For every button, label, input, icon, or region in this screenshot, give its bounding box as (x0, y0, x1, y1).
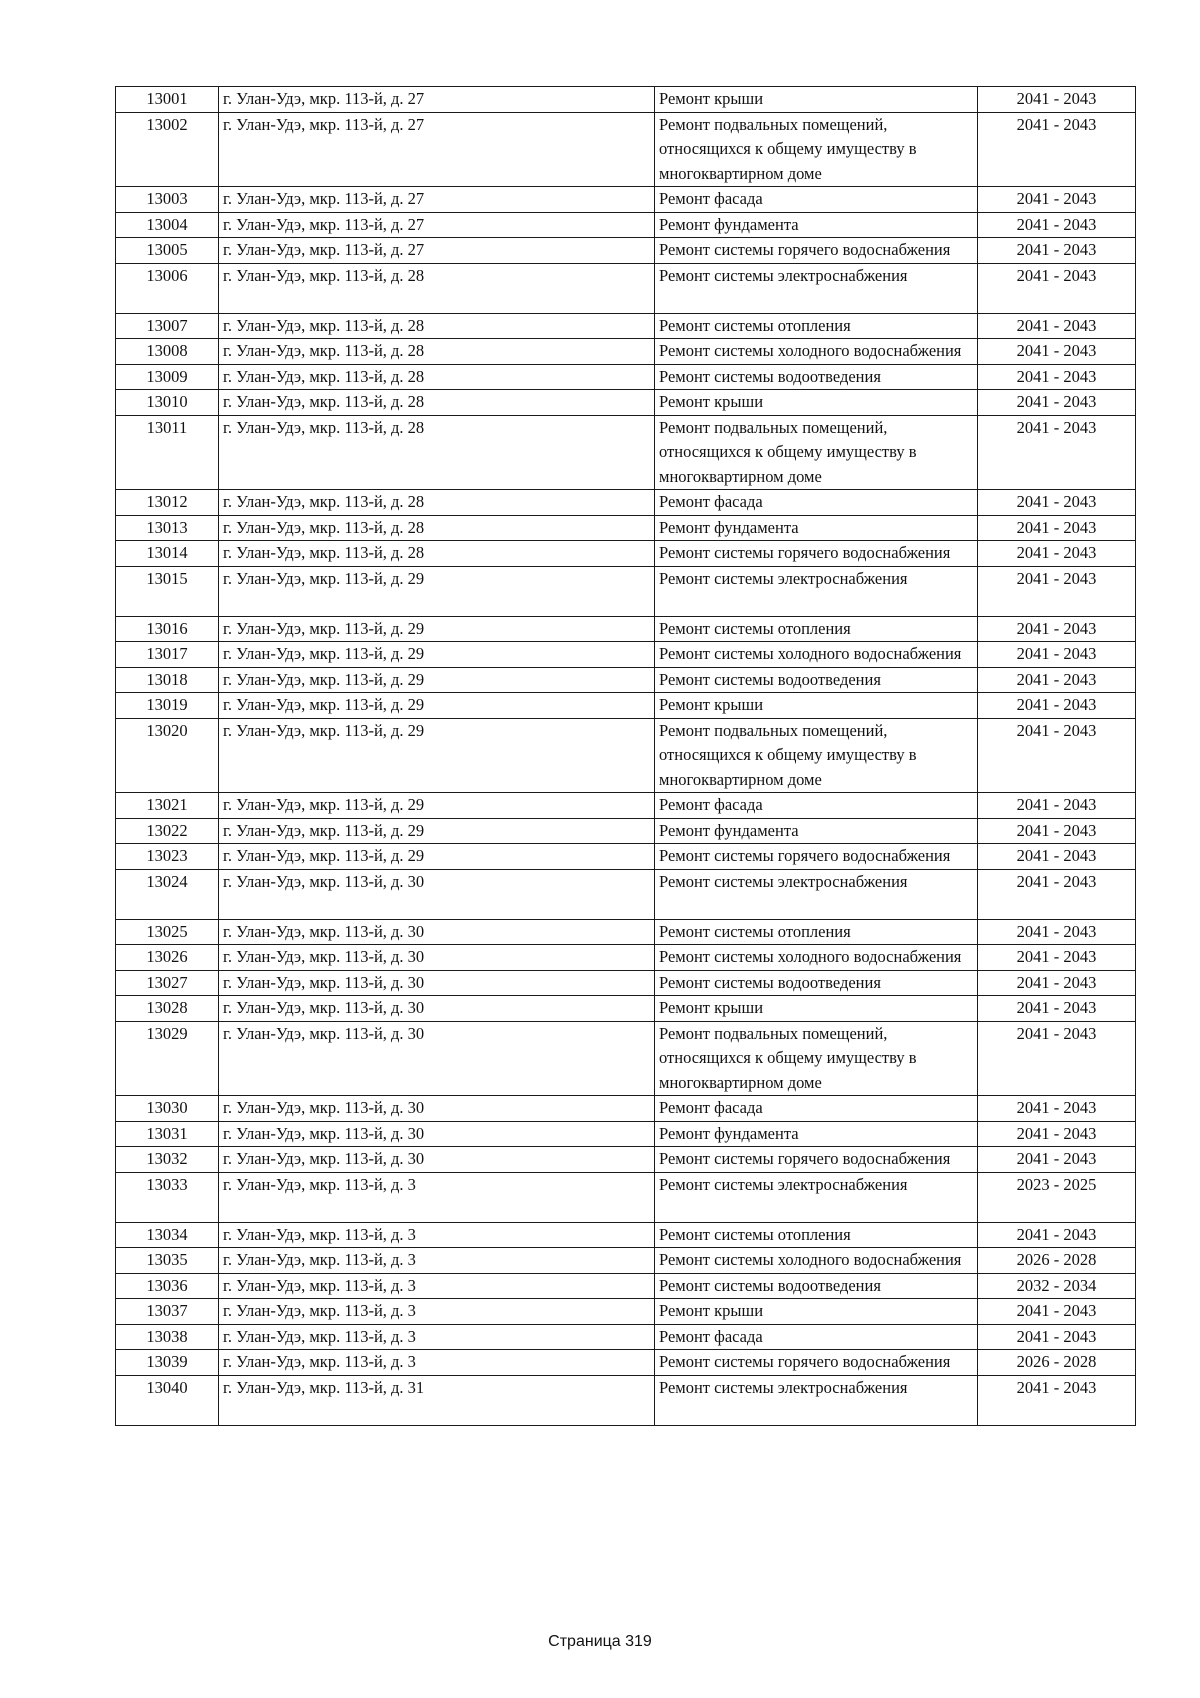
cell-number: 13028 (116, 996, 219, 1022)
table-row (116, 1147, 1136, 1173)
cell-period: 2041 - 2043 (978, 667, 1136, 693)
table-row (116, 187, 1136, 213)
cell-work-type: Ремонт фасада (655, 490, 978, 516)
cell-work-type: Ремонт подвальных помещений, относящихся к общему имуществу в многоквартирном доме (655, 415, 978, 490)
cell-address: г. Улан-Удэ, мкр. 113-й, д. 3 (219, 1350, 655, 1376)
cell-work-type: Ремонт крыши (655, 390, 978, 416)
cell-work-type: Ремонт системы холодного водоснабжения (655, 945, 978, 971)
cell-number: 13033 (116, 1172, 219, 1222)
cell-work-type: Ремонт системы водоотведения (655, 1273, 978, 1299)
cell-address: г. Улан-Удэ, мкр. 113-й, д. 30 (219, 970, 655, 996)
table-row (116, 1021, 1136, 1096)
cell-period: 2032 - 2034 (978, 1273, 1136, 1299)
table-row (116, 1248, 1136, 1274)
cell-number: 13013 (116, 515, 219, 541)
cell-number: 13023 (116, 844, 219, 870)
table-row (116, 996, 1136, 1022)
cell-number: 13014 (116, 541, 219, 567)
cell-period: 2041 - 2043 (978, 642, 1136, 668)
cell-number: 13032 (116, 1147, 219, 1173)
cell-address: г. Улан-Удэ, мкр. 113-й, д. 28 (219, 339, 655, 365)
cell-number: 13037 (116, 1299, 219, 1325)
cell-number: 13024 (116, 869, 219, 919)
cell-address: г. Улан-Удэ, мкр. 113-й, д. 27 (219, 112, 655, 187)
cell-number: 13002 (116, 112, 219, 187)
cell-address: г. Улан-Удэ, мкр. 113-й, д. 28 (219, 415, 655, 490)
cell-address: г. Улан-Удэ, мкр. 113-й, д. 28 (219, 313, 655, 339)
table-row (116, 844, 1136, 870)
cell-period: 2041 - 2043 (978, 616, 1136, 642)
table-row (116, 1222, 1136, 1248)
cell-period: 2041 - 2043 (978, 718, 1136, 793)
cell-number: 13020 (116, 718, 219, 793)
table-row (116, 490, 1136, 516)
table-row (116, 1375, 1136, 1425)
table-row (116, 212, 1136, 238)
cell-number: 13017 (116, 642, 219, 668)
cell-number: 13029 (116, 1021, 219, 1096)
table-row (116, 390, 1136, 416)
cell-number: 13035 (116, 1248, 219, 1274)
cell-period: 2041 - 2043 (978, 1375, 1136, 1425)
cell-period: 2041 - 2043 (978, 390, 1136, 416)
cell-work-type: Ремонт системы отопления (655, 616, 978, 642)
cell-address: г. Улан-Удэ, мкр. 113-й, д. 3 (219, 1299, 655, 1325)
repair-schedule-table (115, 86, 1136, 1426)
cell-address: г. Улан-Удэ, мкр. 113-й, д. 28 (219, 515, 655, 541)
cell-period: 2026 - 2028 (978, 1248, 1136, 1274)
cell-number: 13008 (116, 339, 219, 365)
cell-period: 2041 - 2043 (978, 238, 1136, 264)
table-row (116, 415, 1136, 490)
cell-period: 2041 - 2043 (978, 693, 1136, 719)
cell-work-type: Ремонт крыши (655, 693, 978, 719)
cell-address: г. Улан-Удэ, мкр. 113-й, д. 29 (219, 616, 655, 642)
table-row (116, 541, 1136, 567)
cell-address: г. Улан-Удэ, мкр. 113-й, д. 3 (219, 1273, 655, 1299)
cell-work-type: Ремонт системы электроснабжения (655, 1172, 978, 1222)
cell-number: 13022 (116, 818, 219, 844)
cell-number: 13019 (116, 693, 219, 719)
cell-address: г. Улан-Удэ, мкр. 113-й, д. 3 (219, 1172, 655, 1222)
cell-address: г. Улан-Удэ, мкр. 113-й, д. 30 (219, 869, 655, 919)
cell-period: 2023 - 2025 (978, 1172, 1136, 1222)
table-row (116, 1172, 1136, 1222)
cell-address: г. Улан-Удэ, мкр. 113-й, д. 27 (219, 238, 655, 264)
cell-period: 2041 - 2043 (978, 112, 1136, 187)
table-row (116, 263, 1136, 313)
cell-period: 2041 - 2043 (978, 212, 1136, 238)
cell-work-type: Ремонт фасада (655, 187, 978, 213)
cell-work-type: Ремонт системы холодного водоснабжения (655, 642, 978, 668)
cell-address: г. Улан-Удэ, мкр. 113-й, д. 27 (219, 187, 655, 213)
cell-number: 13010 (116, 390, 219, 416)
table-row (116, 1273, 1136, 1299)
cell-period: 2041 - 2043 (978, 415, 1136, 490)
cell-number: 13016 (116, 616, 219, 642)
cell-work-type: Ремонт системы отопления (655, 919, 978, 945)
cell-period: 2041 - 2043 (978, 844, 1136, 870)
cell-address: г. Улан-Удэ, мкр. 113-й, д. 3 (219, 1248, 655, 1274)
cell-period: 2041 - 2043 (978, 1324, 1136, 1350)
cell-work-type: Ремонт системы горячего водоснабжения (655, 1350, 978, 1376)
table-row (116, 339, 1136, 365)
table-row (116, 566, 1136, 616)
table-row (116, 869, 1136, 919)
cell-number: 13021 (116, 793, 219, 819)
table-row (116, 364, 1136, 390)
cell-work-type: Ремонт крыши (655, 1299, 978, 1325)
cell-number: 13038 (116, 1324, 219, 1350)
cell-address: г. Улан-Удэ, мкр. 113-й, д. 30 (219, 945, 655, 971)
cell-number: 13026 (116, 945, 219, 971)
cell-work-type: Ремонт фундамента (655, 818, 978, 844)
cell-number: 13031 (116, 1121, 219, 1147)
cell-work-type: Ремонт системы отопления (655, 313, 978, 339)
cell-work-type: Ремонт системы холодного водоснабжения (655, 339, 978, 365)
cell-number: 13025 (116, 919, 219, 945)
cell-address: г. Улан-Удэ, мкр. 113-й, д. 3 (219, 1222, 655, 1248)
cell-work-type: Ремонт фасада (655, 1324, 978, 1350)
table-row (116, 1350, 1136, 1376)
cell-number: 13036 (116, 1273, 219, 1299)
table-row (116, 818, 1136, 844)
table-row (116, 945, 1136, 971)
cell-period: 2041 - 2043 (978, 996, 1136, 1022)
page-number: Страница 319 (548, 1633, 652, 1650)
cell-address: г. Улан-Удэ, мкр. 113-й, д. 29 (219, 566, 655, 616)
cell-work-type: Ремонт системы электроснабжения (655, 263, 978, 313)
cell-period: 2041 - 2043 (978, 364, 1136, 390)
cell-address: г. Улан-Удэ, мкр. 113-й, д. 27 (219, 212, 655, 238)
cell-period: 2041 - 2043 (978, 1299, 1136, 1325)
cell-number: 13001 (116, 87, 219, 113)
table-row (116, 1096, 1136, 1122)
cell-number: 13007 (116, 313, 219, 339)
cell-period: 2041 - 2043 (978, 313, 1136, 339)
cell-work-type: Ремонт подвальных помещений, относящихся к общему имуществу в многоквартирном доме (655, 718, 978, 793)
cell-address: г. Улан-Удэ, мкр. 113-й, д. 29 (219, 667, 655, 693)
cell-work-type: Ремонт крыши (655, 87, 978, 113)
cell-period: 2041 - 2043 (978, 1021, 1136, 1096)
cell-period: 2041 - 2043 (978, 1096, 1136, 1122)
cell-period: 2041 - 2043 (978, 263, 1136, 313)
cell-address: г. Улан-Удэ, мкр. 113-й, д. 30 (219, 1121, 655, 1147)
cell-number: 13015 (116, 566, 219, 616)
cell-period: 2041 - 2043 (978, 945, 1136, 971)
cell-address: г. Улан-Удэ, мкр. 113-й, д. 29 (219, 818, 655, 844)
cell-number: 13030 (116, 1096, 219, 1122)
cell-address: г. Улан-Удэ, мкр. 113-й, д. 29 (219, 844, 655, 870)
cell-work-type: Ремонт системы холодного водоснабжения (655, 1248, 978, 1274)
cell-period: 2026 - 2028 (978, 1350, 1136, 1376)
cell-address: г. Улан-Удэ, мкр. 113-й, д. 27 (219, 87, 655, 113)
table-row (116, 642, 1136, 668)
cell-period: 2041 - 2043 (978, 1147, 1136, 1173)
cell-address: г. Улан-Удэ, мкр. 113-й, д. 30 (219, 996, 655, 1022)
table-row (116, 87, 1136, 113)
cell-address: г. Улан-Удэ, мкр. 113-й, д. 30 (219, 919, 655, 945)
cell-period: 2041 - 2043 (978, 970, 1136, 996)
cell-work-type: Ремонт системы электроснабжения (655, 869, 978, 919)
cell-number: 13003 (116, 187, 219, 213)
cell-address: г. Улан-Удэ, мкр. 113-й, д. 31 (219, 1375, 655, 1425)
cell-work-type: Ремонт фундамента (655, 212, 978, 238)
cell-work-type: Ремонт системы горячего водоснабжения (655, 1147, 978, 1173)
cell-address: г. Улан-Удэ, мкр. 113-й, д. 29 (219, 718, 655, 793)
cell-period: 2041 - 2043 (978, 818, 1136, 844)
cell-number: 13034 (116, 1222, 219, 1248)
cell-number: 13040 (116, 1375, 219, 1425)
table-row (116, 793, 1136, 819)
cell-period: 2041 - 2043 (978, 869, 1136, 919)
cell-number: 13018 (116, 667, 219, 693)
table-row (116, 1299, 1136, 1325)
cell-work-type: Ремонт системы водоотведения (655, 667, 978, 693)
cell-address: г. Улан-Удэ, мкр. 113-й, д. 28 (219, 263, 655, 313)
table-row (116, 1324, 1136, 1350)
cell-work-type: Ремонт системы отопления (655, 1222, 978, 1248)
table-body (116, 87, 1136, 1426)
table-row (116, 238, 1136, 264)
table-row (116, 616, 1136, 642)
table-row (116, 1121, 1136, 1147)
cell-work-type: Ремонт системы горячего водоснабжения (655, 541, 978, 567)
cell-period: 2041 - 2043 (978, 566, 1136, 616)
table-row (116, 515, 1136, 541)
cell-work-type: Ремонт системы водоотведения (655, 970, 978, 996)
cell-address: г. Улан-Удэ, мкр. 113-й, д. 30 (219, 1147, 655, 1173)
cell-work-type: Ремонт системы водоотведения (655, 364, 978, 390)
cell-work-type: Ремонт подвальных помещений, относящихся к общему имуществу в многоквартирном доме (655, 112, 978, 187)
cell-period: 2041 - 2043 (978, 1222, 1136, 1248)
cell-work-type: Ремонт фасада (655, 793, 978, 819)
cell-period: 2041 - 2043 (978, 515, 1136, 541)
cell-address: г. Улан-Удэ, мкр. 113-й, д. 30 (219, 1021, 655, 1096)
cell-address: г. Улан-Удэ, мкр. 113-й, д. 3 (219, 1324, 655, 1350)
cell-work-type: Ремонт системы электроснабжения (655, 566, 978, 616)
cell-period: 2041 - 2043 (978, 87, 1136, 113)
table-row (116, 718, 1136, 793)
cell-period: 2041 - 2043 (978, 1121, 1136, 1147)
cell-address: г. Улан-Удэ, мкр. 113-й, д. 28 (219, 390, 655, 416)
cell-period: 2041 - 2043 (978, 187, 1136, 213)
table-row (116, 970, 1136, 996)
cell-work-type: Ремонт крыши (655, 996, 978, 1022)
cell-period: 2041 - 2043 (978, 541, 1136, 567)
cell-work-type: Ремонт фасада (655, 1096, 978, 1122)
cell-address: г. Улан-Удэ, мкр. 113-й, д. 30 (219, 1096, 655, 1122)
cell-address: г. Улан-Удэ, мкр. 113-й, д. 28 (219, 364, 655, 390)
cell-address: г. Улан-Удэ, мкр. 113-й, д. 28 (219, 541, 655, 567)
cell-period: 2041 - 2043 (978, 490, 1136, 516)
cell-number: 13006 (116, 263, 219, 313)
table-row (116, 667, 1136, 693)
cell-address: г. Улан-Удэ, мкр. 113-й, д. 29 (219, 642, 655, 668)
cell-number: 13012 (116, 490, 219, 516)
cell-work-type: Ремонт подвальных помещений, относящихся к общему имуществу в многоквартирном доме (655, 1021, 978, 1096)
cell-work-type: Ремонт системы горячего водоснабжения (655, 844, 978, 870)
cell-address: г. Улан-Удэ, мкр. 113-й, д. 29 (219, 793, 655, 819)
cell-period: 2041 - 2043 (978, 793, 1136, 819)
cell-work-type: Ремонт фундамента (655, 1121, 978, 1147)
cell-number: 13004 (116, 212, 219, 238)
table-row (116, 313, 1136, 339)
cell-period: 2041 - 2043 (978, 919, 1136, 945)
cell-address: г. Улан-Удэ, мкр. 113-й, д. 28 (219, 490, 655, 516)
cell-number: 13005 (116, 238, 219, 264)
table-row (116, 112, 1136, 187)
cell-address: г. Улан-Удэ, мкр. 113-й, д. 29 (219, 693, 655, 719)
table-row (116, 693, 1136, 719)
table-row (116, 919, 1136, 945)
cell-period: 2041 - 2043 (978, 339, 1136, 365)
cell-work-type: Ремонт системы электроснабжения (655, 1375, 978, 1425)
cell-work-type: Ремонт фундамента (655, 515, 978, 541)
cell-number: 13039 (116, 1350, 219, 1376)
cell-number: 13011 (116, 415, 219, 490)
cell-number: 13009 (116, 364, 219, 390)
cell-work-type: Ремонт системы горячего водоснабжения (655, 238, 978, 264)
cell-number: 13027 (116, 970, 219, 996)
